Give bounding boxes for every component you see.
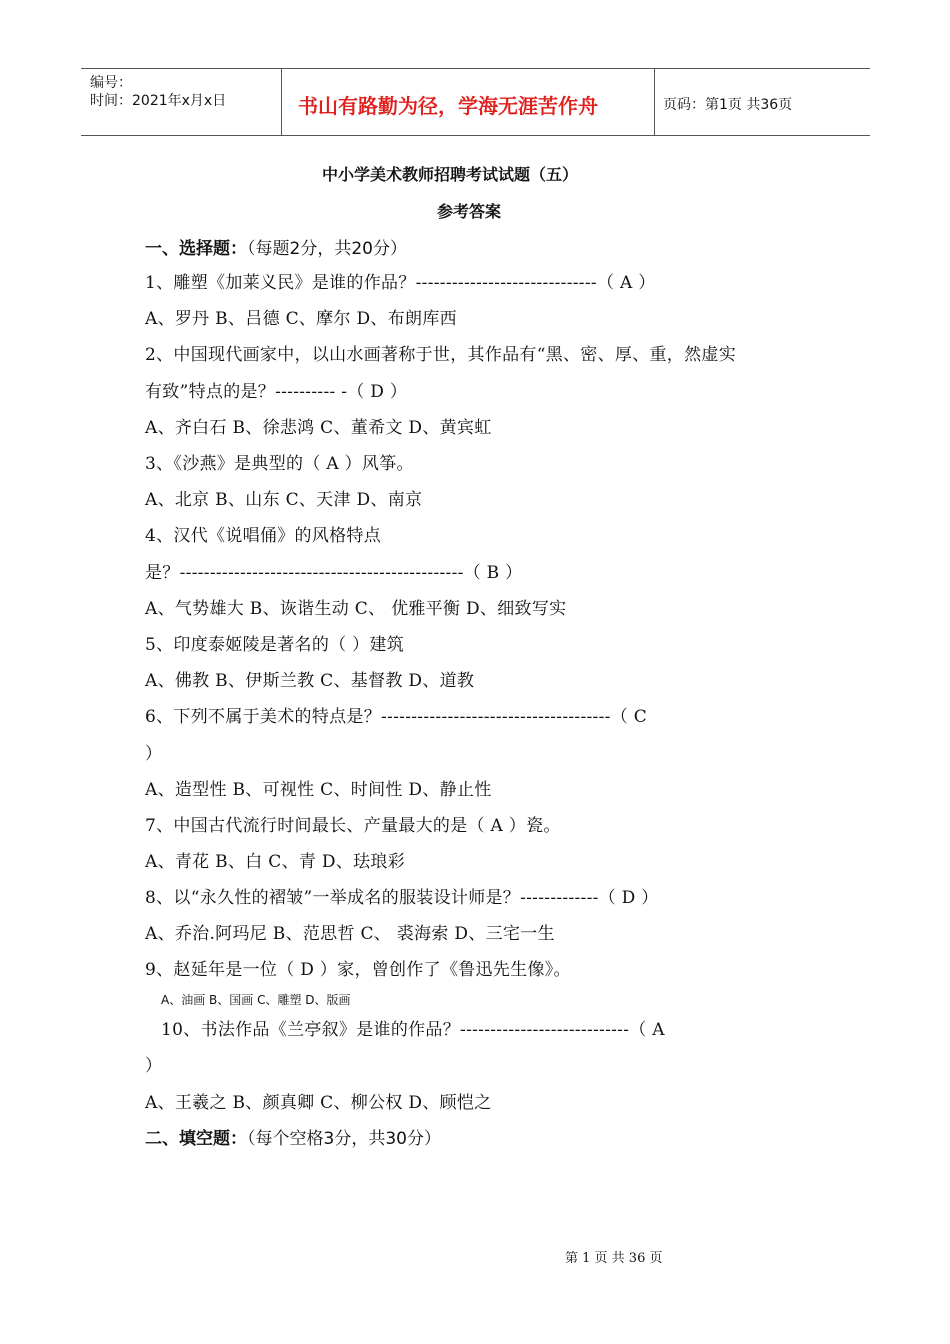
text-line: 8、以“永久性的褶皱”一举成名的服装设计师是？-------------（ D ） [145,888,659,908]
text-line: 是？-----------------------------------------------（ B ） [145,563,523,583]
text-line: 1、雕塑《加莱义民》是谁的作品？------------------------------（ A ） [145,273,656,293]
section1-heading [145,234,407,259]
header-divider-2 [654,68,655,136]
text-line: A、佛教 B、伊斯兰教 C、基督教 D、道教 [145,671,475,691]
text-line: ） [145,744,163,764]
section2-heading [145,1124,441,1149]
text-line: 有致”特点的是？---------- -（ D ） [145,382,408,402]
document-subtitle: 参考答案 [437,202,502,221]
section2-heading-note: （每个空格3分，共30分） [247,1129,441,1149]
section1-heading-note: （每题2分，共20分） [247,239,407,259]
text-line: 6、下列不属于美术的特点是？--------------------------------------（ C [145,707,648,727]
text-line: A、北京 B、山东 C、天津 D、南京 [145,490,423,510]
text-line: A、造型性 B、可视性 C、时间性 D、静止性 [145,780,492,800]
section1-heading-label: 一、选择题： [145,239,247,259]
document-title: 中小学美术教师招聘考试试题（五） [322,165,579,184]
header-page-info: 页码：第1页 共36页 [663,97,793,113]
section2-heading-label: 二、填空题： [145,1129,247,1149]
text-line: A、乔治.阿玛尼 B、范思哲 C、 裘海索 D、三宅一生 [145,924,555,944]
text-line: 7、中国古代流行时间最长、产量最大的是（ A ）瓷。 [145,816,561,836]
header-date: 时间：2021年x月x日 [90,93,227,109]
text-line: 3、《沙燕》是典型的（ A ）风筝。 [145,454,414,474]
text-line: A、王羲之 B、颜真卿 C、柳公权 D、顾恺之 [145,1093,492,1113]
text-line: 9、赵延年是一位（ D ）家，曾创作了《鲁迅先生像》。 [145,960,571,980]
page-footer: 第 1 页 共 36 页 [565,1251,663,1266]
text-line: ） [145,1056,163,1076]
text-line: 2、中国现代画家中，以山水画著称于世，其作品有“黑、密、厚、重，然虚实 [145,345,737,365]
text-line: A、齐白石 B、徐悲鸿 C、董希文 D、黄宾虹 [145,418,492,438]
text-line: 5、印度泰姬陵是著名的（ ）建筑 [145,635,405,655]
text-line: 10、书法作品《兰亭叙》是谁的作品？----------------------------（ A [161,1020,665,1040]
header-motto: 书山有路勤为径，学海无涯苦作舟 [298,94,598,118]
text-line: A、气势雄大 B、诙谐生动 C、 优雅平衡 D、细致写实 [145,599,567,619]
q9-options: A、油画 B、国画 C、雕塑 D、版画 [161,993,351,1007]
header-bottom-rule [81,135,870,136]
header-top-rule [81,68,870,69]
header-number-label: 编号： [90,75,132,91]
header-divider-1 [281,68,282,136]
text-line: A、青花 B、白 C、青 D、珐琅彩 [145,852,406,872]
text-line: A、罗丹 B、吕德 C、摩尔 D、布朗库西 [145,309,457,329]
text-line: 4、汉代《说唱俑》的风格特点 [145,526,382,546]
